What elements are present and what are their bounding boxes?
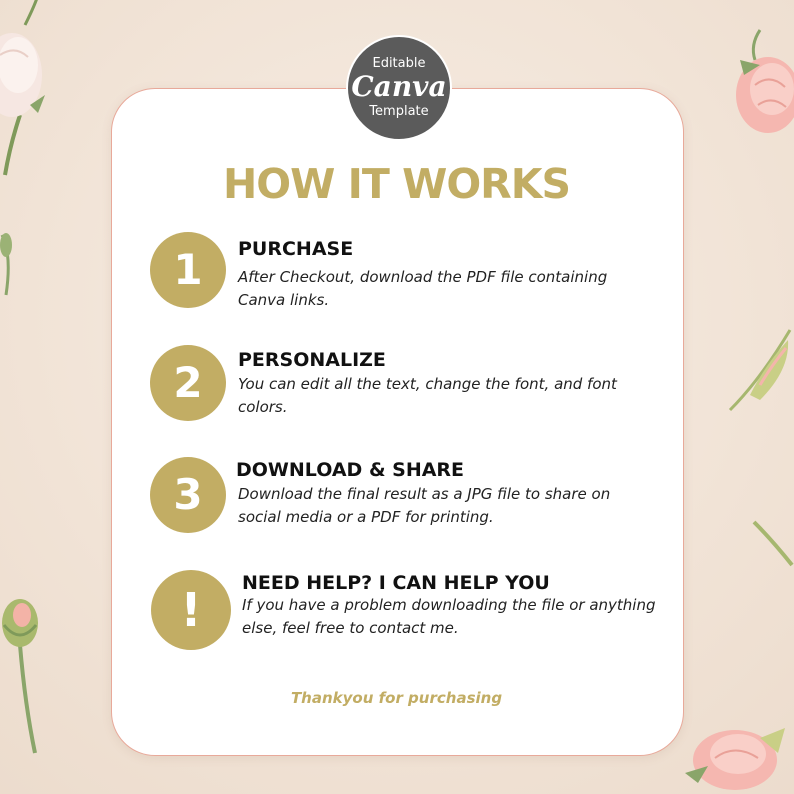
thank-you-text: Thankyou for purchasing bbox=[290, 689, 503, 707]
step-2-number-circle: 2 bbox=[150, 345, 226, 421]
stem-right bbox=[752, 520, 794, 570]
step-1-description: After Checkout, download the PDF file containing Canva links. bbox=[238, 268, 608, 309]
step-2-description: You can edit all the text, change the font, and font colors. bbox=[238, 375, 617, 416]
rose-bottom-right bbox=[680, 718, 794, 794]
rosebud-right bbox=[720, 320, 794, 420]
step-4-title: NEED HELP? I CAN HELP YOU bbox=[242, 572, 550, 594]
step-purchase bbox=[150, 232, 660, 312]
page-title: HOW IT WORKS bbox=[222, 160, 571, 208]
step-need-help bbox=[151, 570, 661, 650]
rosebud-left bbox=[0, 230, 20, 300]
badge-brand-text: Canva bbox=[351, 70, 447, 103]
badge-top-text: Editable bbox=[372, 56, 426, 71]
rosebud-bottom-left bbox=[0, 585, 50, 755]
step-3-number-circle: 3 bbox=[150, 457, 226, 533]
rose-top-right bbox=[730, 25, 794, 140]
step-3-title: DOWNLOAD & SHARE bbox=[236, 459, 465, 481]
badge-bottom-text: Template bbox=[369, 104, 429, 119]
step-1-number-circle: 1 bbox=[150, 232, 226, 308]
step-download-share bbox=[150, 457, 660, 537]
step-3-description: Download the final result as a JPG file to share on social media or a PDF for printing. bbox=[238, 485, 611, 526]
step-2-title: PERSONALIZE bbox=[238, 349, 386, 371]
step-personalize bbox=[150, 345, 660, 425]
exclamation-icon: ! bbox=[151, 570, 231, 650]
rose-top-left bbox=[0, 0, 60, 180]
step-1-title: PURCHASE bbox=[238, 238, 354, 260]
editable-canva-badge bbox=[346, 35, 452, 141]
step-4-description: If you have a problem downloading the file or anything else, feel free to contact me. bbox=[242, 596, 656, 637]
